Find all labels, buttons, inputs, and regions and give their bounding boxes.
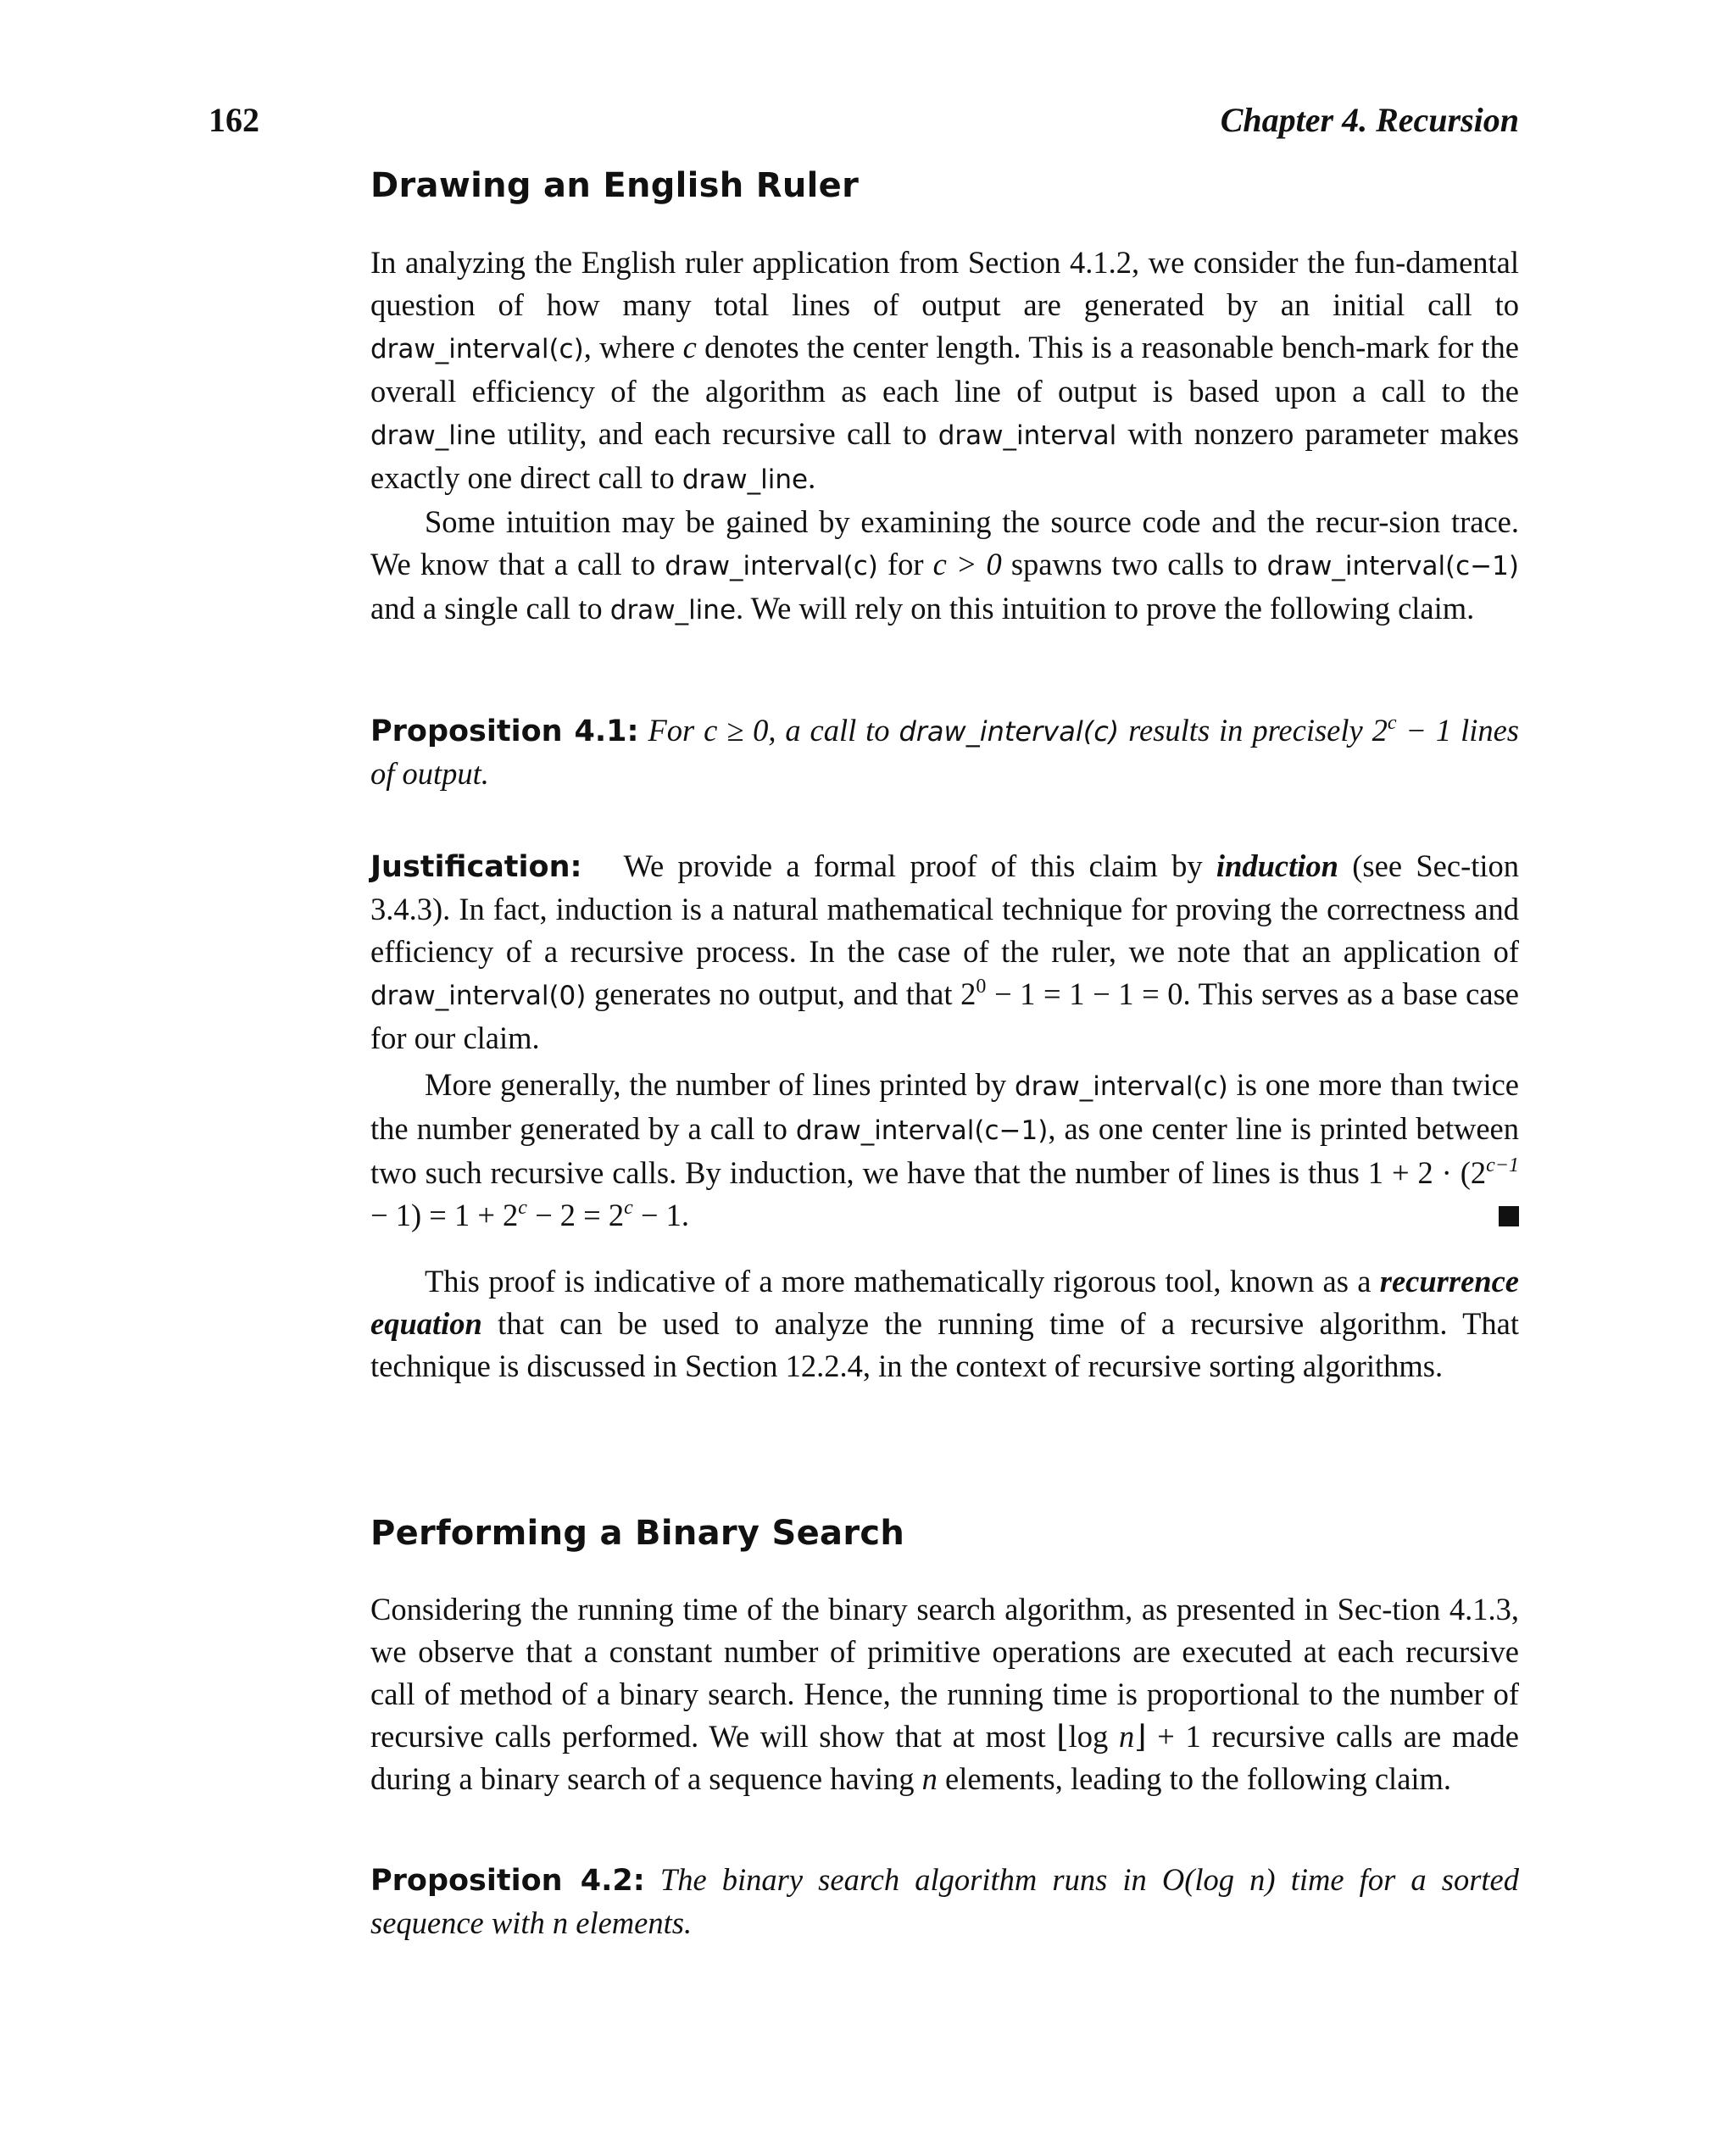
qed-square-icon (1499, 1206, 1519, 1226)
page-number: 162 (209, 101, 259, 139)
paragraph-intuition: Some intuition may be gained by examining the source code and the recur-sion trace. We know that a call to draw_interval(c) for c > 0 spawns two calls to draw_interval(c−1) and a single call to draw_line. We will rely on this intuition to prove the following claim. (370, 504, 1519, 626)
proposition-4-1: Proposition 4.1: For c ≥ 0, a call to draw_interval(c) results in precisely $2^c - 1$ lines of output. (370, 712, 1520, 791)
justification-paragraph-1: Justification: We provide a formal proof of this claim by induction (see Sec-tion 3.4.3). In fact, induction is a natural mathematical technique for proving the correctness and efficiency of a recursive process. In the case of the ruler, we note that an application of draw_interval(0) generates no output, and that $2^0 - 1 = 1 - 1 = 0$. This serves as a base case for our claim. (370, 848, 1520, 1055)
paragraph-ruler-intro: In analyzing the English ruler application from Section 4.1.2, we consider the fun-damental question of how many total lines of output are generated by an initial call to draw_interval(c), where c denotes the center length. This is a reasonable bench-mark for the overall efficiency of the algorithm as each line of output is based upon a call to the draw_line utility, and each recursive call to draw_interval with nonzero parameter makes exactly one direct call to draw_line. (370, 245, 1520, 495)
chapter-title: Chapter 4. Recursion (1220, 101, 1519, 139)
section-heading-binary-search: Performing a Binary Search (370, 1514, 905, 1553)
paragraph-recurrence: This proof is indicative of a more mathematically rigorous tool, known as a recurrence equation that can be used to analyze the running time of a recursive algorithm. That technique is discussed in Section 12.2.4, in the context of recursive sorting algorithms. (370, 1264, 1519, 1383)
proposition-label: Proposition 4.2: (370, 1864, 645, 1898)
justification-paragraph-2: More generally, the number of lines printed by draw_interval(c) is one more than twice the number generated by a call to draw_interval(c−1), as one center line is printed between two such recursive calls. By induction, we have that the number of lines is thus $1 + 2 \cdot (2^{c-1} - 1) = 1 + 2^c - 2 = 2^c - 1$. (370, 1067, 1519, 1232)
section-heading-english-ruler: Drawing an English Ruler (370, 166, 860, 205)
justification-label: Justification: (370, 850, 582, 884)
paragraph-binary-search: Considering the running time of the binary search algorithm, as presented in Sec-tion 4.1.3, we observe that a constant number of primitive operations are executed at each recursive call of method of a binary search. Hence, the running time is proportional to the number of recursive calls performed. We will show that at most ⌊log n⌋ + 1 recursive calls are made during a binary search of a sequence having n elements, leading to the following claim. (370, 1592, 1519, 1796)
proposition-4-2: Proposition 4.2: The binary search algorithm runs in O(log n) time for a sorted sequence with n elements. (370, 1862, 1520, 1940)
proposition-label: Proposition 4.1: (370, 715, 639, 748)
running-head (209, 100, 1519, 147)
